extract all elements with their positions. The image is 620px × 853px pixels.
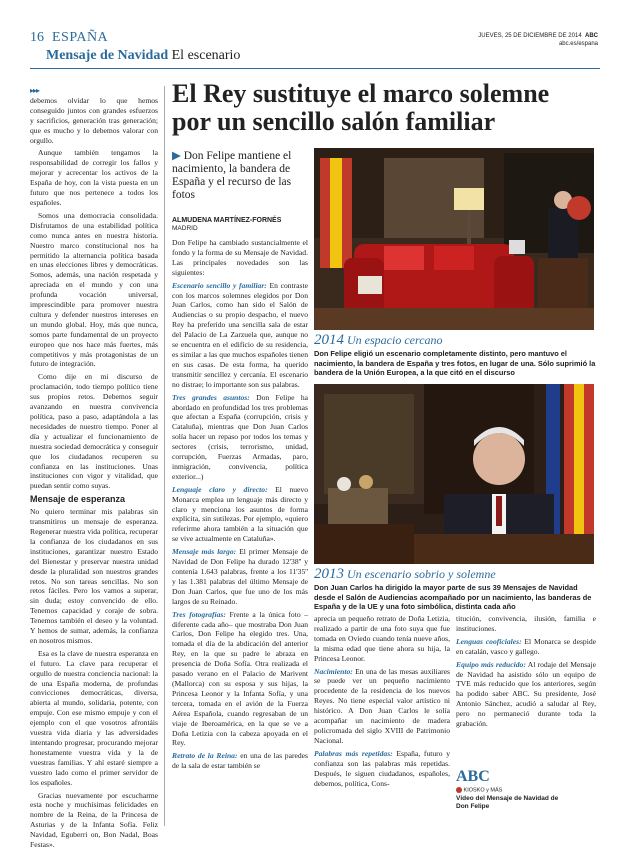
mid-intro: Don Felipe ha cambiado sustancialmente el fondo y la forma de su Mensaje de Navidad. Las principales novedades son las siguientes: [172,238,308,277]
caption-2013-text: Don Juan Carlos ha dirigido la mayor parte de sus 39 Mensajes de Navidad desde el Salón de Audiencias acompañado por un nacimiento, las banderas de España y de la UE y una foto simbólica, distinta cada año [314,583,592,611]
item-text: Don Felipe ha abordado en profundidad los tres problemas que afectan a España (corrupción, crisis y Cataluña), mientras que Don Juan Carlos solía hacer un repaso por todos los temas y sectores (crisis, terrorismo, unidad, corrupción, Fuerzas Armadas, paro, inmigración, convivencia, política exterior...) [172,392,308,481]
col4-item [456,660,596,729]
item-text: El nuevo Monarca emplea un lenguaje más directo y claro y menciona los asuntos de forma explícita, sin sutilezas. Por ejemplo, «quiero referirme ahora también a la situación que se vive actualmente en Cataluña». [172,484,309,544]
kiosko-icon [456,787,462,793]
subsection-title [46,48,240,64]
item-text: Al rodaje del Mensaje de Navidad ha asistido sólo un equipo de TVE más reducido que los anteriores, según ha podido saber ABC. Su presidente, José Antonio Sánchez, acudió a saludar al Rey, pero no permaneció durante toda la grabación. [456,659,596,729]
col4-item [456,637,596,657]
item-text: El primer Mensaje de Navidad de Don Felipe ha durado 12'38'' y contenía 1.643 palabras, frente a los 11'35'' y las 1.381 palabras del último Mensaje de Don Juan Carlos, que fue uno de los más largos de su Reinado. [172,547,308,606]
item-text: En contraste con los marcos solemnes elegidos por Don Juan Carlos, como han sido el Salón de Audiencias o su propio despacho, el nuevo Rey ha preferido una sencilla sala de estar del Palacio de La Zarzuela que, aunque no se encuentra en el edificio de su residencia, es similar a las que muchos españoles tienen en sus casas. De esta forma, ha querido transmitir sencillez y cercanía. El escenario no distrae; lo importante son sus palabras. [172,280,308,389]
left-column [30,86,158,853]
caption-2014-title [314,332,598,349]
item-lead: Lenguaje claro y directo: [172,484,268,494]
item-text: titución, convivencia, ilusión, familia e instituciones. [456,614,596,633]
headline: El Rey sustituye el marco solemne por un sencillo salón familiar [172,79,550,136]
item-lead: Mensaje más largo: [172,547,237,557]
column-4 [456,614,596,732]
kiosko-label [456,787,596,793]
kiosko-text: KIOSKO y MÁS [463,787,503,794]
item-lead: Retrato de la Reina: [172,751,238,761]
left-paragraph: debemos olvidar lo que hemos conseguido juntos con grandes esfuerzos y sacrificios, generación tras generación; que es mucho y lo debemos valorar con orgullo. [30,95,158,145]
brand-mini: ABC [585,33,598,39]
item-text: El Monarca se despide en catalán, vasco y gallego. [456,636,597,656]
caption-2013 [314,566,598,612]
col3-item [314,667,450,746]
section-title: ESPAÑA [52,30,109,45]
item-lead: Equipo más reducido: [456,659,526,669]
column-3 [314,614,450,791]
mid-item [172,610,308,749]
item-lead: Escenario sencillo y familiar: [172,280,267,290]
item-text: Frente a la única foto –diferente cada año– que mostraba Don Juan Carlos, Don Felipe ha elegido tres. Una, tomada el día de la abdicación del anterior Rey, en la que su padre le abraza en presencia de Doña Sofía. Otra realizada el pasado verano en el Palacio de Marivent (Mallorca) con su esposa y sus hijas, la Princesa Leonor y la Infanta Sofía, y una tercera, tomada en el avión de la Fuerza Aérea Española, cuando regresaban de un viaje de Iberoamérica, en la que se ve a Doña Letizia con la cabeza apoyada en el Rey. [172,609,308,748]
caption-2013-heading: Un escenario sobrio y solemne [347,567,496,581]
video-box[interactable] [456,768,596,811]
item-lead: Tres grandes asuntos: [172,392,250,402]
mid-item [172,393,308,482]
abc-logo: ABC [456,768,490,785]
col4-item [456,614,596,634]
caption-2014-heading: Un espacio cercano [347,333,443,347]
photo-2013-illustration [314,384,594,564]
item-text: en una de las paredes de la sala de estar también se [172,751,308,771]
item-lead: Nacimiento: [314,666,353,676]
left-paragraph: Somos una democracia consolidada. Disfrutamos de una estabilidad política como nunca antes en nuestra historia. Nuestro marco constitucional nos ha permitido la alternancia política basada en unas elecciones libres y democráticas. Somos, además, una nación respetada y apreciada en el mundo y con una profunda vocación universal, imprescindible para promover nuestra cultura y defender nuestros intereses en un mundo global. Hoy, más que nunca, somos parte fundamental de un proyecto europeo que nos hace más fuertes, más competitivos y más protagonistas de un futuro de integración. [30,210,158,369]
kicker-text: Don Felipe mantiene el nacimiento, la bandera de España y el recurso de las fotos [172,150,292,201]
item-text: España, futuro y confianza son las palabras más repetidas. Después, le siguen ciudadanos, españoles, debemos, política, Cons- [314,748,450,788]
left-paragraph: Esa es la clave de nuestra esperanza en el futuro. La clave para recuperar el orgullo de nuestra conciencia nacional: la de una España moderna, de profundas convicciones democráticas, diversa, abierta al mundo, solidaria, potente, con empuje. Con ese mismo empuje y con el ejemplo con el que vosotros afrontáis vuestra vida diaria y las adversidades intentando progresar, procurando mejorar honestamente vuestra vida y la de vuestras familias. Y ahí estaré siempre a vuestro lado como el primer servidor de los españoles. [30,648,158,787]
author: ALMUDENA MARTÍNEZ-FORNÉS [172,217,282,224]
photo-2013 [314,384,594,564]
left-subhead: Mensaje de esperanza [30,494,126,505]
page-date [478,32,598,48]
item-lead: Tres fotografías: [172,609,226,619]
photo-2014-illustration [314,148,594,330]
caption-2014 [314,332,598,378]
caption-2013-title [314,566,598,583]
left-paragraph: No quiero terminar mis palabras sin transmitiros un mensaje de esperanza. Regenerar nuestra vida política, recuperar la confianza de los ciudadanos en sus instituciones, garantizar nuestro Estado del Bienestar y preservar nuestra unidad desde la pluralidad son nuestros grandes retos. No son tareas sencillas. No son retos fáciles. Pero los vamos a superar, sin duda; estoy convencido de ello. Tenemos capacidad y coraje de sobra. Tenemos también el deseo y la voluntad. Y hemos de sumar, además, la confianza en nosotros mismos. [30,507,158,645]
date-text: JUEVES, 25 DE DICIEMBRE DE 2014 [478,33,582,39]
mid-column [172,238,308,774]
video-caption[interactable]: Vídeo del Mensaje de Navidad de Don Felipe [456,795,559,811]
mid-item [172,547,308,606]
kicker [172,150,302,202]
byline [172,217,281,233]
item-text: aprecia un pequeño retrato de Doña Letizia, realizado a partir de una foto suya que fue tomada en Oviedo cuando tenía nueve años, la misma edad que tiene ahora su hija, la Princesa Leonor. [314,614,450,663]
left-paragraph: Como dije en mi discurso de proclamación, todo tiempo político tiene sus propios retos. Debemos seguir avanzando en nuestra convivencia política, paso a paso, adaptándola a las necesidades de nuestro tiempo. Poner al día y actualizar el funcionamiento de nuestra sociedad democrática y conseguir que los ciudadanos recuperen su confianza en las instituciones. Unas instituciones con vigor y vitalidad, que puedan sentir como suyas. [30,372,158,491]
mid-item [172,485,308,544]
subsection-secondary: El escenario [171,48,241,63]
item-lead: Palabras más repetidas: [314,748,393,758]
column-divider [164,86,165,826]
page-number: 16 [30,30,44,45]
left-paragraph: Aunque también tengamos la responsabilidad de corregir los fallos y mejorar y acrecentar los activos de la España de hoy, con la vista puesta en un futuro que nos pertenece a todos los españoles. [30,148,158,207]
continuation-marker: ▸▸▸ [30,86,40,95]
col3-item [314,614,450,664]
location: MADRID [172,225,198,232]
col3-item [314,749,450,789]
caption-2014-year: 2014 [314,332,344,348]
subsection-main: Mensaje de Navidad [46,48,169,63]
item-text: En una de las mesas auxiliares se puede ver un pequeño nacimiento procedente de la residencia de los nuevos Reyes. No tiene especial valor artístico ni histórico. A Don Juan Carlos le solía acompañar un nacimiento de madera policromada del siglo XVIII de Patrimonio Nacional. [314,666,450,745]
header-rule [30,68,600,69]
caption-2013-year: 2013 [314,566,344,582]
left-paragraph: Gracias nuevamente por escucharme esta noche y muchísimas felicidades en nombre de la Reina, de la Princesa de Asturias y de la Infanta Sofía. Feliz Navidad, Eguberri on, Bon Nadal, Boas Festas». [30,790,158,850]
caption-2014-text: Don Felipe eligió un escenario completamente distinto, pero mantuvo el nacimiento, la bandera de España y tres fotos, en lugar de una. Sólo suprimió la bandera de la Unión Europea, a la que citó en el discurso [314,349,596,377]
item-lead: Lenguas cooficiales: [456,636,522,646]
website-text: abc.es/espana [558,41,598,47]
mid-item [172,281,308,390]
photo-2014 [314,148,594,330]
triangle-icon: ▶ [172,150,181,162]
mid-item [172,751,308,771]
